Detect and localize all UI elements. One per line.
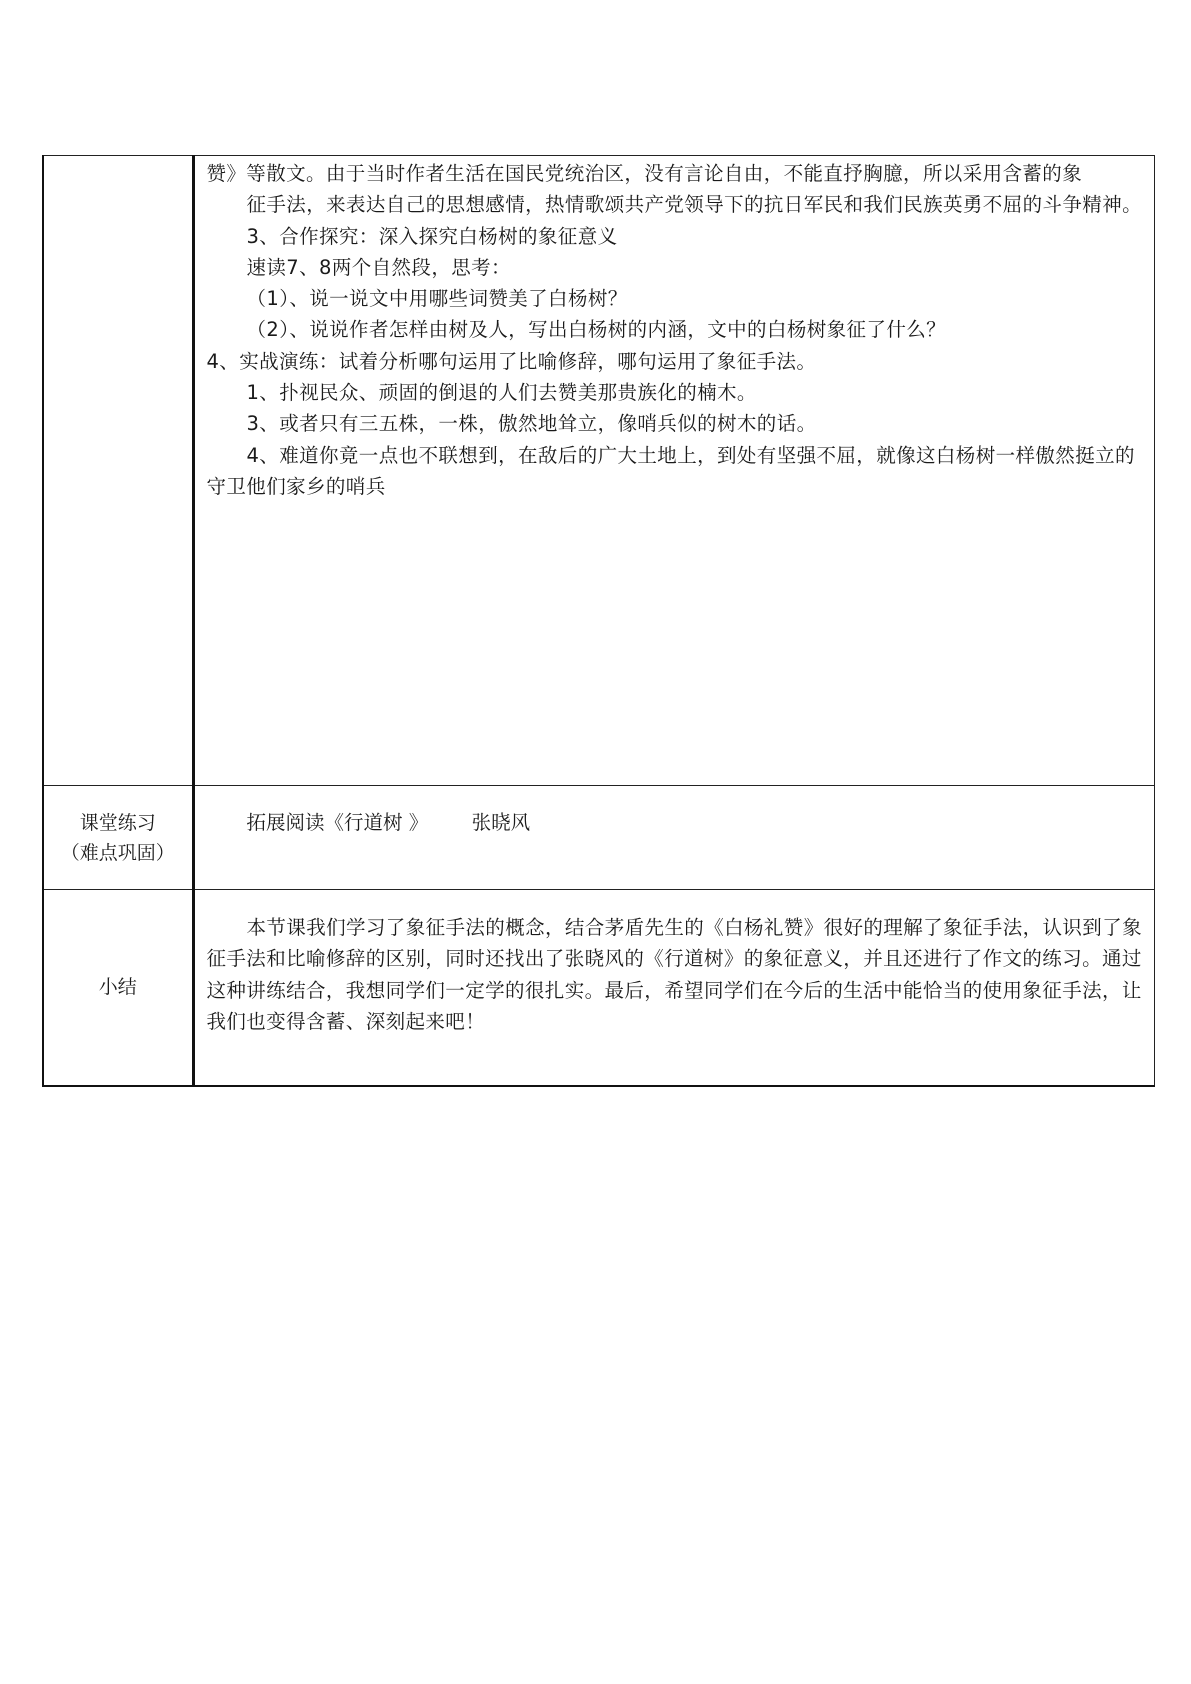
- content-line: 4、实战演练：试着分析哪句运用了比喻修辞，哪句运用了象征手法。: [206, 349, 817, 373]
- teaching-process-label-cell: [43, 156, 193, 786]
- content-line: （1）、说一说文中用哪些词赞美了白杨树？: [246, 287, 628, 311]
- content-line: 4、难道你竟一点也不联想到，在敌后的广大土地上，到处有坚强不屈，就像这白杨树一样傲然挺立的守卫他们家乡的哨兵: [206, 443, 1135, 498]
- practice-label-line2: （难点巩固）: [60, 841, 175, 864]
- content-line: 赞》等散文。由于当时作者生活在国民党统治区，没有言论自由，不能直抒胸臆，所以采用含蓄的象: [206, 162, 1083, 185]
- content-line: 3、合作探究：深入探究白杨树的象征意义: [246, 224, 618, 248]
- teaching-process-row: [43, 156, 1155, 786]
- content-line: 1、扑视民众、顽固的倒退的人们去赞美那贵族化的楠木。: [246, 381, 757, 405]
- lesson-plan-table: [42, 155, 1155, 1087]
- practice-content: 拓展阅读《行道树 》 张晓风: [246, 811, 531, 834]
- summary-label: 小结: [43, 890, 193, 1086]
- summary-content-cell: [193, 890, 1155, 1086]
- summary-content: 本节课我们学习了象征手法的概念，结合茅盾先生的《白杨礼赞》很好的理解了象征手法，认识到了象征手法和比喻修辞的区别，同时还找出了张晓风的《行道树》的象征意义，并且还进行了作文的练习。通过这种讲练结合，我想同学们一定学的很扎实。最后，希望同学们在今后的生活中能恰当的使用象征手法，让我们也变得含蓄、深刻起来吧！: [206, 916, 1143, 1033]
- content-line: 3、或者只有三五株，一株，傲然地耸立，像哨兵似的树木的话。: [246, 412, 817, 436]
- content-line: （2）、说说作者怎样由树及人，写出白杨树的内涵，文中的白杨树象征了什么？: [246, 318, 947, 342]
- content-line: 征手法，来表达自己的思想感情，热情歌颂共产党领导下的抗日军民和我们民族英勇不屈的斗争精神。: [246, 193, 1143, 217]
- classroom-practice-label: [43, 786, 193, 890]
- content-line: 速读7、8两个自然段，思考：: [246, 255, 511, 279]
- summary-row: [43, 890, 1155, 1086]
- classroom-practice-content-cell: [193, 786, 1155, 890]
- classroom-practice-row: [43, 786, 1155, 890]
- practice-label-line1: 课堂练习: [79, 811, 156, 834]
- teaching-process-content-cell: [193, 156, 1155, 786]
